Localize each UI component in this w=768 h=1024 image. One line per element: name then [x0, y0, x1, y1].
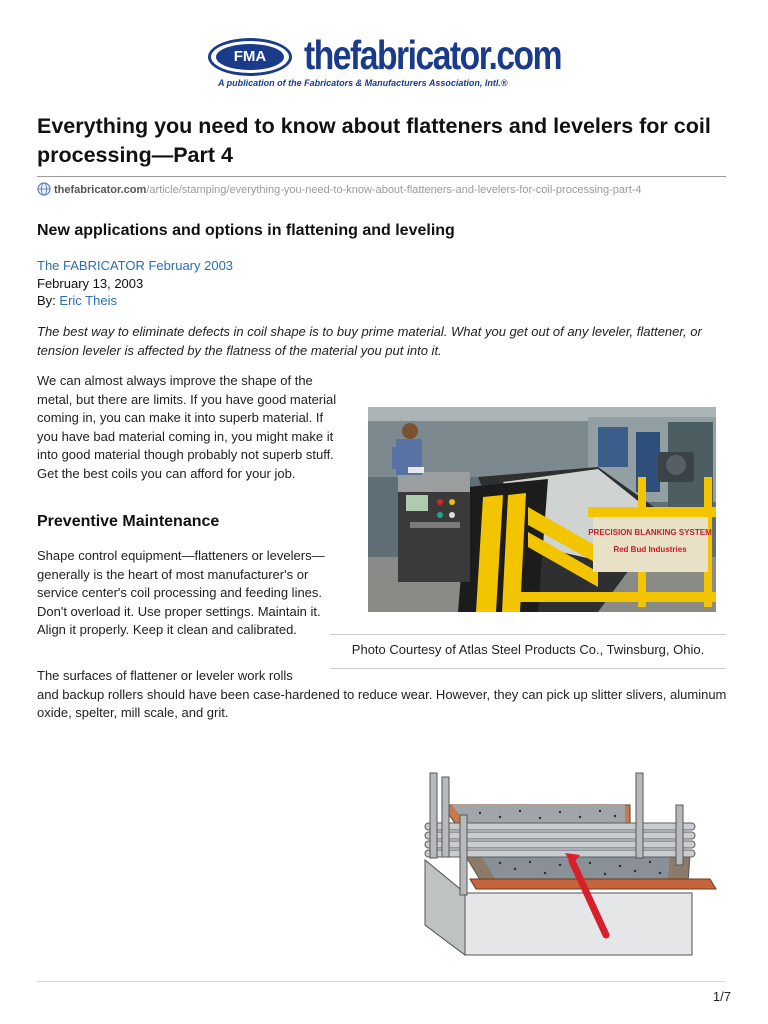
- fma-badge-text: FMA: [216, 44, 284, 70]
- byline-label: By:: [37, 293, 60, 308]
- author-link[interactable]: Eric Theis: [59, 293, 117, 308]
- body-paragraph-2: Shape control equipment—flatteners or levelers—generally is the heart of most manufacturer's or service center's coil processing and feeding lines. Don't overload it. Use proper settings. Maintain it. Align it properly. Keep it clean and calibrated.: [37, 548, 325, 637]
- article-meta: [37, 257, 233, 310]
- body-paragraph-3-line1: The surfaces of flattener or leveler work rolls: [37, 668, 293, 683]
- logo-tagline: A publication of the Fabricators & Manufacturers Association, Intl.®: [218, 78, 508, 88]
- photo-sign-line1: PRECISION BLANKING SYSTEM: [588, 528, 712, 537]
- body-paragraph-3: [37, 667, 737, 723]
- photo-sign-line2: Red Bud Industries: [613, 545, 687, 554]
- source-url[interactable]: [37, 182, 737, 196]
- lead-paragraph: The best way to eliminate defects in coil shape is to buy prime material. What you get out of any leveler, flattener, or tension leveler is affected by the flatness of the material you put into it.: [37, 324, 702, 358]
- source-path[interactable]: /article/stamping/everything-you-need-to-know-about-flatteners-and-levelers-for-coil-processing-part-4: [146, 184, 642, 196]
- globe-icon: [37, 182, 51, 196]
- roller-diagram: [420, 765, 720, 960]
- leveler-photo: [368, 407, 716, 612]
- body-paragraph-3-rest: and backup rollers should have been case-hardened to reduce wear. However, they can pick up slitter slivers, aluminum oxide, spelter, mill scale, and grit.: [37, 686, 727, 720]
- caption-divider-top: [330, 634, 726, 635]
- page-number: 1/7: [712, 989, 731, 1004]
- source-domain[interactable]: thefabricator.com: [54, 184, 147, 196]
- section-heading: Preventive Maintenance: [37, 513, 220, 530]
- title-divider: [37, 176, 726, 177]
- fma-badge: [208, 38, 292, 76]
- fabricator-logo[interactable]: [208, 32, 562, 94]
- publish-date: February 13, 2003: [37, 275, 144, 291]
- logo-wordmark: thefabricator.com: [304, 32, 562, 78]
- footer-divider: [37, 981, 726, 982]
- article-subtitle: New applications and options in flattening and leveling: [37, 222, 455, 239]
- publication-link[interactable]: The FABRICATOR February 2003: [37, 258, 234, 273]
- article-title: Everything you need to know about flatteners and levelers for coil processing—Part 4: [37, 114, 711, 167]
- caption-divider-bottom: [330, 668, 726, 669]
- body-paragraph-1: We can almost always improve the shape of the metal, but there are limits. If you have good material coming in, you can make it into superb material. If you have bad material coming in, you might make it into good material though probably not superb stuff. Get the best coils you can afford for your job.: [37, 373, 337, 481]
- photo-caption: Photo Courtesy of Atlas Steel Products Co., Twinsburg, Ohio.: [351, 642, 705, 657]
